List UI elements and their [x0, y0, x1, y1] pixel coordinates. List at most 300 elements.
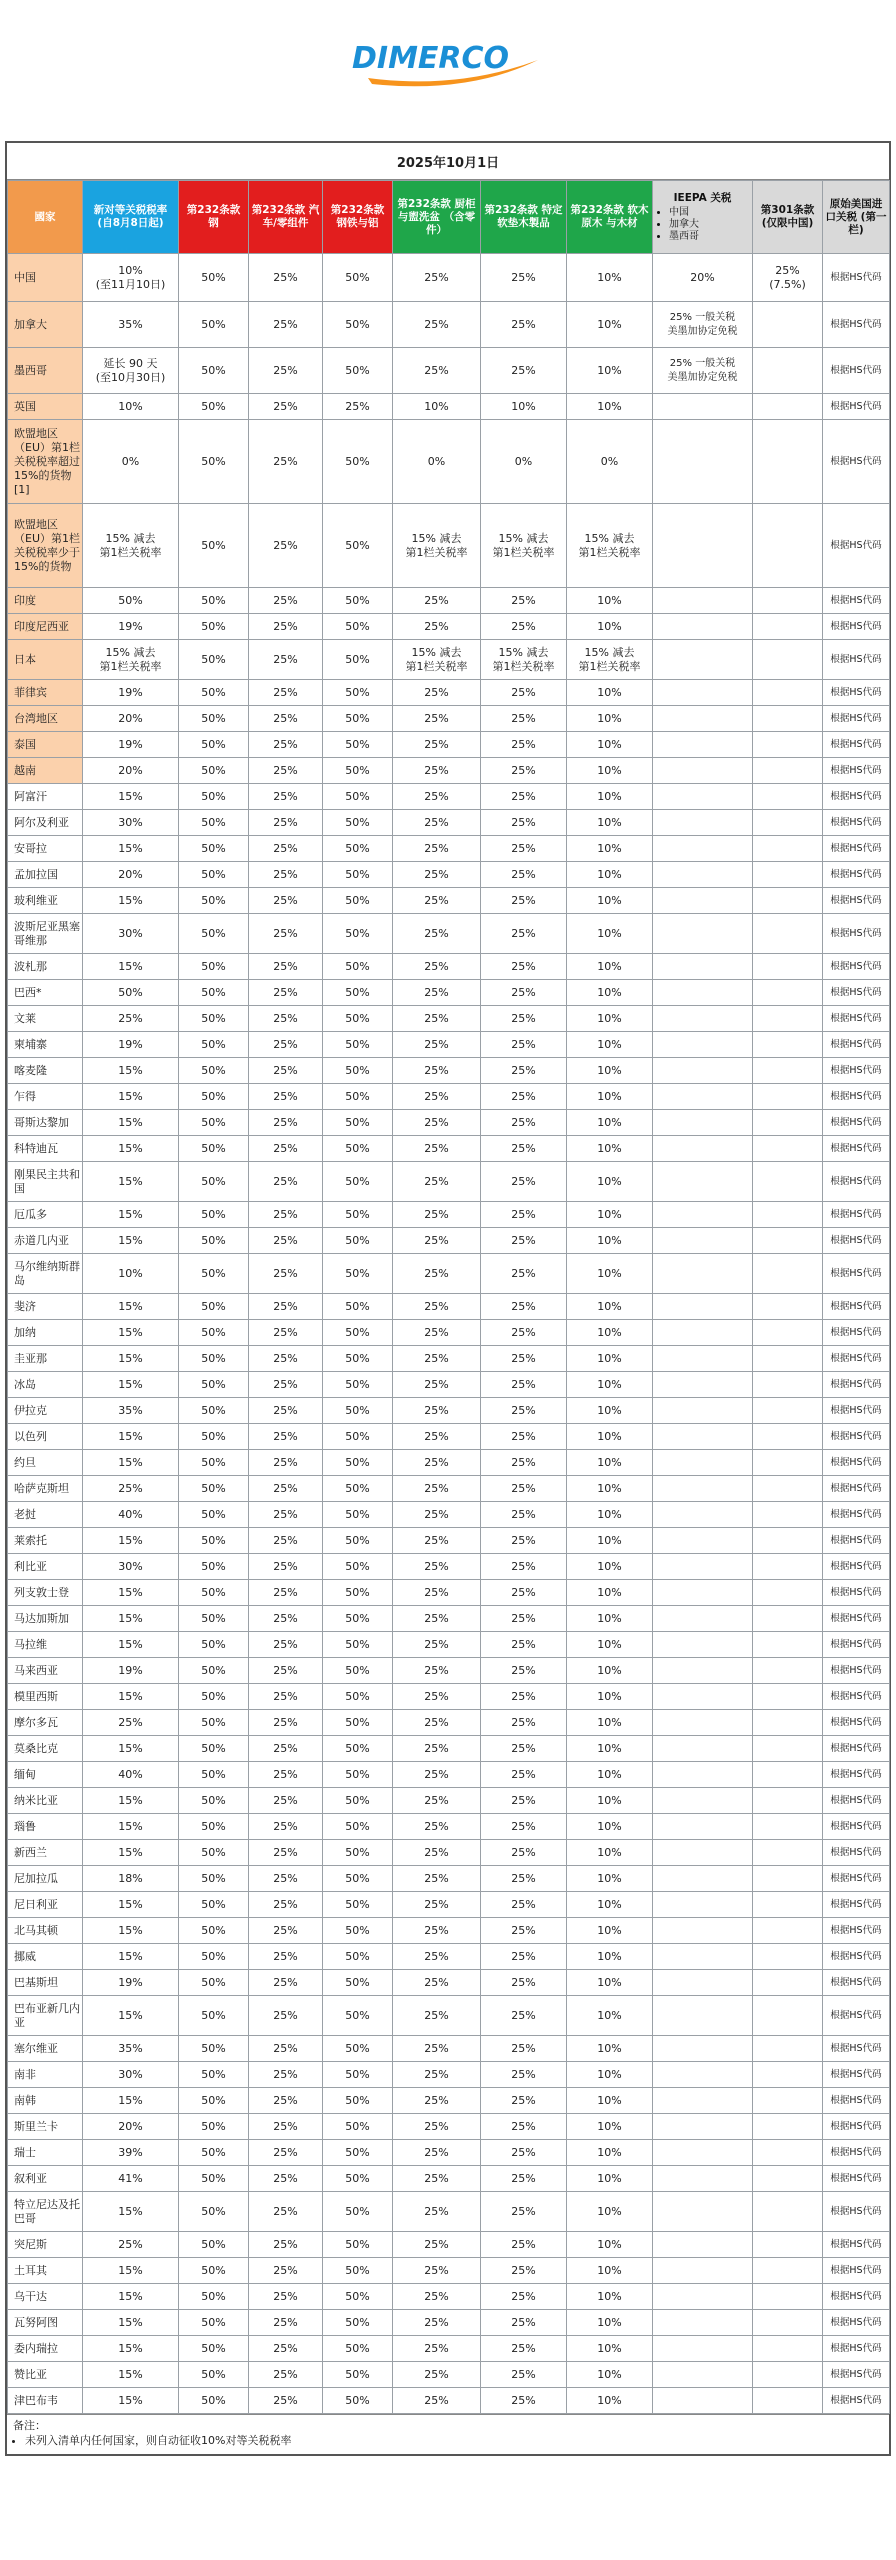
rate-cell: 50% — [179, 1502, 249, 1528]
rate-cell: 10% — [481, 394, 567, 420]
rate-cell — [753, 732, 823, 758]
rate-cell: 50% — [323, 1710, 393, 1736]
rate-cell: 25% — [393, 1110, 481, 1136]
rate-cell: 50% — [323, 1162, 393, 1202]
rate-cell: 10% — [567, 1202, 653, 1228]
country-cell: 巴西* — [8, 980, 83, 1006]
rate-cell: 50% — [179, 1254, 249, 1294]
rate-cell — [753, 1058, 823, 1084]
rate-cell — [653, 1202, 753, 1228]
rate-cell — [653, 2192, 753, 2232]
country-cell: 孟加拉国 — [8, 862, 83, 888]
rate-cell: 50% — [323, 2388, 393, 2414]
rate-cell: 25% — [249, 1162, 323, 1202]
rate-cell: 10% (至11月10日) — [83, 254, 179, 302]
rate-cell: 25% — [481, 1580, 567, 1606]
rate-cell: 根据HS代码 — [823, 1580, 890, 1606]
rate-cell: 10% — [567, 888, 653, 914]
rate-cell: 25% — [249, 2388, 323, 2414]
rate-cell: 25% — [481, 1866, 567, 1892]
rate-cell — [653, 1346, 753, 1372]
table-row — [8, 1736, 890, 1762]
rate-cell: 50% — [323, 706, 393, 732]
rate-cell — [653, 1944, 753, 1970]
rate-cell: 25% — [249, 1944, 323, 1970]
rate-cell: 25% — [249, 836, 323, 862]
rate-cell: 50% — [179, 680, 249, 706]
rate-cell: 50% — [179, 394, 249, 420]
header-section-301: 第301条款 (仅限中国) — [753, 181, 823, 254]
rate-cell — [753, 1892, 823, 1918]
rate-cell — [753, 1254, 823, 1294]
rate-cell: 15% — [83, 1110, 179, 1136]
rate-cell: 25% — [249, 504, 323, 588]
rate-cell — [653, 1632, 753, 1658]
rate-cell: 根据HS代码 — [823, 1058, 890, 1084]
rate-cell: 25% — [393, 1528, 481, 1554]
country-cell: 瑙鲁 — [8, 1814, 83, 1840]
rate-cell — [653, 914, 753, 954]
rate-cell: 25% — [393, 1814, 481, 1840]
rate-cell — [653, 680, 753, 706]
rate-cell: 25% — [393, 1320, 481, 1346]
country-cell: 列支敦士登 — [8, 1580, 83, 1606]
rate-cell: 10% — [567, 394, 653, 420]
rate-cell: 25% — [481, 1632, 567, 1658]
rate-cell: 根据HS代码 — [823, 1736, 890, 1762]
rate-cell: 50% — [323, 836, 393, 862]
rate-cell: 25% — [481, 2336, 567, 2362]
country-cell: 泰国 — [8, 732, 83, 758]
rate-cell: 根据HS代码 — [823, 1136, 890, 1162]
rate-cell: 50% — [323, 2140, 393, 2166]
rate-cell: 50% — [323, 1254, 393, 1294]
rate-cell — [653, 2062, 753, 2088]
rate-cell: 19% — [83, 614, 179, 640]
country-cell: 马来西亚 — [8, 1658, 83, 1684]
rate-cell: 50% — [179, 1058, 249, 1084]
rate-cell: 25% — [393, 302, 481, 348]
rate-cell — [653, 1254, 753, 1294]
rate-cell: 10% — [567, 1554, 653, 1580]
rate-cell: 50% — [179, 1684, 249, 1710]
rate-cell: 50% — [323, 954, 393, 980]
rate-cell: 25% — [393, 2114, 481, 2140]
rate-cell: 10% — [567, 1502, 653, 1528]
rate-cell — [653, 1136, 753, 1162]
country-cell: 利比亚 — [8, 1554, 83, 1580]
rate-cell: 50% — [323, 1606, 393, 1632]
header-auto: 第232条款 汽车/零组件 — [249, 181, 323, 254]
country-cell: 哥斯达黎加 — [8, 1110, 83, 1136]
header-base-rate: 新对等关税税率 (自8月8日起) — [83, 181, 179, 254]
rate-cell: 35% — [83, 302, 179, 348]
rate-cell: 25% — [249, 2036, 323, 2062]
rate-cell: 根据HS代码 — [823, 1684, 890, 1710]
rate-cell: 19% — [83, 1032, 179, 1058]
country-cell: 冰岛 — [8, 1372, 83, 1398]
rate-cell — [753, 1228, 823, 1254]
rate-cell: 根据HS代码 — [823, 2088, 890, 2114]
rate-cell: 25% — [249, 348, 323, 394]
rate-cell: 50% — [323, 1866, 393, 1892]
rate-cell: 根据HS代码 — [823, 1424, 890, 1450]
rate-cell — [753, 1502, 823, 1528]
rate-cell: 25% — [481, 980, 567, 1006]
table-row — [8, 1162, 890, 1202]
rate-cell: 10% — [567, 2140, 653, 2166]
country-cell: 新西兰 — [8, 1840, 83, 1866]
rate-cell — [653, 954, 753, 980]
rate-cell: 25% — [393, 348, 481, 394]
rate-cell: 15% — [83, 888, 179, 914]
rate-cell: 25% — [481, 1476, 567, 1502]
table-row — [8, 2192, 890, 2232]
country-cell: 北马其顿 — [8, 1918, 83, 1944]
rate-cell — [753, 302, 823, 348]
rate-cell: 根据HS代码 — [823, 2284, 890, 2310]
rate-cell: 25% — [481, 588, 567, 614]
rate-cell: 根据HS代码 — [823, 1006, 890, 1032]
rate-cell: 25% — [481, 302, 567, 348]
rate-cell: 根据HS代码 — [823, 862, 890, 888]
rate-cell: 15% — [83, 1162, 179, 1202]
table-row — [8, 2140, 890, 2166]
rate-cell: 25% — [249, 302, 323, 348]
sheet-title: 2025年10月1日 — [7, 143, 889, 180]
rate-cell: 50% — [179, 1762, 249, 1788]
header-ieepa-title: IEEPA 关税 — [673, 191, 732, 204]
rate-cell: 50% — [323, 1970, 393, 1996]
rate-cell: 15% — [83, 2336, 179, 2362]
rate-cell: 15% — [83, 1058, 179, 1084]
rate-cell: 10% — [567, 1996, 653, 2036]
rate-cell — [753, 1710, 823, 1736]
rate-cell: 25% — [393, 1162, 481, 1202]
rate-cell: 50% — [179, 1228, 249, 1254]
rate-cell: 25% — [393, 1580, 481, 1606]
rate-cell: 25% — [481, 1032, 567, 1058]
rate-cell — [653, 1580, 753, 1606]
rate-cell: 50% — [179, 1606, 249, 1632]
rate-cell: 50% — [179, 2336, 249, 2362]
rate-cell — [653, 2284, 753, 2310]
rate-cell: 25% — [481, 758, 567, 784]
rate-cell: 25% — [393, 1228, 481, 1254]
rate-cell: 20% — [653, 254, 753, 302]
rate-cell: 25% — [393, 980, 481, 1006]
table-row — [8, 1918, 890, 1944]
rate-cell — [753, 1632, 823, 1658]
header-cabinet: 第232条款 厨柜与盥洗盆 （含零件） — [393, 181, 481, 254]
rate-cell: 10% — [567, 1424, 653, 1450]
rate-cell: 25% — [249, 862, 323, 888]
rate-cell: 50% — [323, 2062, 393, 2088]
table-row — [8, 732, 890, 758]
rate-cell: 50% — [323, 2192, 393, 2232]
rate-cell: 50% — [323, 2088, 393, 2114]
rate-cell — [753, 1944, 823, 1970]
rate-cell: 25% — [249, 2258, 323, 2284]
rate-cell — [653, 862, 753, 888]
rate-cell: 10% — [567, 980, 653, 1006]
table-row — [8, 1528, 890, 1554]
rate-cell: 15% — [83, 2310, 179, 2336]
rate-cell — [753, 914, 823, 954]
rate-cell: 25% — [393, 2388, 481, 2414]
rate-cell: 25% — [393, 1032, 481, 1058]
table-row — [8, 254, 890, 302]
rate-cell: 50% — [323, 1110, 393, 1136]
rate-cell — [753, 1554, 823, 1580]
rate-cell — [653, 2166, 753, 2192]
country-cell: 赞比亚 — [8, 2362, 83, 2388]
rate-cell: 25% — [249, 2140, 323, 2166]
rate-cell: 25% — [393, 1632, 481, 1658]
table-row — [8, 2336, 890, 2362]
rate-cell: 根据HS代码 — [823, 1554, 890, 1580]
rate-cell: 50% — [323, 1372, 393, 1398]
rate-cell: 10% — [567, 2388, 653, 2414]
rate-cell: 25% — [481, 1320, 567, 1346]
rate-cell: 25% — [249, 2232, 323, 2258]
rate-cell: 50% — [323, 1502, 393, 1528]
rate-cell — [753, 836, 823, 862]
rate-cell: 50% — [179, 2388, 249, 2414]
rate-cell: 10% — [567, 2114, 653, 2140]
table-row — [8, 1202, 890, 1228]
table-row — [8, 1136, 890, 1162]
rate-cell — [753, 1580, 823, 1606]
country-cell: 玻利维亚 — [8, 888, 83, 914]
table-row — [8, 1084, 890, 1110]
country-cell: 安哥拉 — [8, 836, 83, 862]
rate-cell: 25% — [393, 954, 481, 980]
country-cell: 突尼斯 — [8, 2232, 83, 2258]
rate-cell — [653, 1710, 753, 1736]
rate-cell — [653, 1996, 753, 2036]
country-cell: 柬埔寨 — [8, 1032, 83, 1058]
header-original-duty: 原始美国进口关税 (第一栏) — [823, 181, 890, 254]
rate-cell — [653, 1814, 753, 1840]
rate-cell: 50% — [323, 810, 393, 836]
note-item: • 未列入清单内任何国家，则自动征收10%对等关税税率 — [25, 2433, 883, 2448]
rate-cell: 10% — [567, 1814, 653, 1840]
country-cell: 土耳其 — [8, 2258, 83, 2284]
rate-cell: 25% — [249, 980, 323, 1006]
rate-cell: 25% — [249, 1814, 323, 1840]
rate-cell: 50% — [323, 1554, 393, 1580]
rate-cell: 25% — [249, 1136, 323, 1162]
rate-cell: 根据HS代码 — [823, 254, 890, 302]
table-row — [8, 1320, 890, 1346]
rate-cell: 10% — [393, 394, 481, 420]
rate-cell: 30% — [83, 1554, 179, 1580]
rate-cell: 41% — [83, 2166, 179, 2192]
rate-cell: 50% — [179, 1424, 249, 1450]
rate-cell — [653, 394, 753, 420]
rate-cell: 50% — [323, 2258, 393, 2284]
rate-cell: 25% — [481, 2232, 567, 2258]
rate-cell: 根据HS代码 — [823, 1294, 890, 1320]
rate-cell: 50% — [179, 640, 249, 680]
rate-cell: 10% — [567, 810, 653, 836]
rate-cell: 25% — [83, 1476, 179, 1502]
rate-cell: 根据HS代码 — [823, 2362, 890, 2388]
rate-cell: 50% — [323, 348, 393, 394]
rate-cell: 15% — [83, 1684, 179, 1710]
rate-cell: 35% — [83, 2036, 179, 2062]
rate-cell — [753, 2232, 823, 2258]
rate-cell: 50% — [179, 1528, 249, 1554]
rate-cell: 根据HS代码 — [823, 1606, 890, 1632]
rate-cell: 10% — [567, 2284, 653, 2310]
rate-cell: 25% — [249, 1032, 323, 1058]
rate-cell: 25% — [481, 1528, 567, 1554]
rate-cell — [753, 1866, 823, 1892]
rate-cell: 根据HS代码 — [823, 504, 890, 588]
country-cell: 马尔维纳斯群岛 — [8, 1254, 83, 1294]
header-steel: 第232条款 钢 — [179, 181, 249, 254]
rate-cell: 10% — [567, 1632, 653, 1658]
rate-cell: 10% — [567, 1058, 653, 1084]
rate-cell: 50% — [323, 862, 393, 888]
rate-cell — [653, 1918, 753, 1944]
rate-cell: 10% — [567, 1658, 653, 1684]
rate-cell: 25% — [249, 1788, 323, 1814]
rate-cell: 10% — [567, 1476, 653, 1502]
rate-cell: 根据HS代码 — [823, 1866, 890, 1892]
rate-cell: 50% — [179, 980, 249, 1006]
country-cell: 叙利亚 — [8, 2166, 83, 2192]
rate-cell: 10% — [567, 1684, 653, 1710]
rate-cell: 50% — [323, 1058, 393, 1084]
rate-cell: 50% — [179, 1996, 249, 2036]
rate-cell: 10% — [567, 1866, 653, 1892]
rate-cell: 25% — [393, 2232, 481, 2258]
rate-cell: 根据HS代码 — [823, 1892, 890, 1918]
rate-cell — [753, 1762, 823, 1788]
rate-cell: 10% — [567, 914, 653, 954]
rate-cell — [753, 1424, 823, 1450]
rate-cell: 10% — [567, 1970, 653, 1996]
rate-cell: 根据HS代码 — [823, 2192, 890, 2232]
rate-cell: 25% — [393, 2166, 481, 2192]
rate-cell: 15% 减去 第1栏关税率 — [83, 504, 179, 588]
table-row — [8, 1450, 890, 1476]
rate-cell: 25% — [249, 1476, 323, 1502]
rate-cell — [653, 784, 753, 810]
table-row — [8, 1606, 890, 1632]
rate-cell — [653, 1424, 753, 1450]
rate-cell: 10% — [567, 1580, 653, 1606]
rate-cell: 19% — [83, 732, 179, 758]
rate-cell: 50% — [323, 1892, 393, 1918]
table-row — [8, 758, 890, 784]
rate-cell: 根据HS代码 — [823, 1202, 890, 1228]
tariff-table — [7, 180, 890, 2414]
rate-cell: 10% — [567, 1918, 653, 1944]
rate-cell: 25% — [481, 1136, 567, 1162]
table-row — [8, 504, 890, 588]
rate-cell: 10% — [567, 1320, 653, 1346]
rate-cell: 15% — [83, 1840, 179, 1866]
rate-cell: 39% — [83, 2140, 179, 2166]
rate-cell — [753, 2192, 823, 2232]
rate-cell: 10% — [567, 1136, 653, 1162]
table-row — [8, 1814, 890, 1840]
rate-cell: 15% — [83, 2362, 179, 2388]
rate-cell: 50% — [179, 954, 249, 980]
rate-cell — [653, 2088, 753, 2114]
rate-cell — [753, 504, 823, 588]
table-row — [8, 1970, 890, 1996]
rate-cell: 根据HS代码 — [823, 1840, 890, 1866]
rate-cell: 15% 减去 第1栏关税率 — [567, 504, 653, 588]
rate-cell — [653, 2232, 753, 2258]
rate-cell: 25% — [393, 1476, 481, 1502]
country-cell: 纳米比亚 — [8, 1788, 83, 1814]
rate-cell: 25% — [393, 1372, 481, 1398]
rate-cell: 25% — [393, 1684, 481, 1710]
logo-area — [0, 0, 896, 140]
rate-cell: 10% — [567, 2062, 653, 2088]
rate-cell — [653, 1398, 753, 1424]
rate-cell: 25% — [249, 1710, 323, 1736]
rate-cell — [653, 2114, 753, 2140]
rate-cell: 50% — [323, 2232, 393, 2258]
rate-cell: 50% — [323, 1996, 393, 2036]
rate-cell: 15% — [83, 1918, 179, 1944]
rate-cell — [753, 1346, 823, 1372]
rate-cell: 50% — [323, 1684, 393, 1710]
table-row — [8, 680, 890, 706]
rate-cell: 根据HS代码 — [823, 614, 890, 640]
rate-cell: 0% — [83, 420, 179, 504]
country-cell: 以色列 — [8, 1424, 83, 1450]
country-cell: 伊拉克 — [8, 1398, 83, 1424]
country-cell: 塞尔维亚 — [8, 2036, 83, 2062]
rate-cell: 50% — [179, 2140, 249, 2166]
rate-cell: 50% — [179, 302, 249, 348]
table-row — [8, 1580, 890, 1606]
rate-cell — [753, 2166, 823, 2192]
rate-cell: 25% — [393, 2192, 481, 2232]
rate-cell: 25% — [481, 680, 567, 706]
rate-cell: 50% — [179, 1918, 249, 1944]
rate-cell: 25% — [249, 1110, 323, 1136]
rate-cell: 15% 减去 第1栏关税率 — [567, 640, 653, 680]
rate-cell: 50% — [179, 1970, 249, 1996]
rate-cell: 25% — [249, 1762, 323, 1788]
rate-cell: 50% — [323, 254, 393, 302]
rate-cell: 25% — [249, 640, 323, 680]
rate-cell: 25% — [249, 1918, 323, 1944]
rate-cell — [753, 1736, 823, 1762]
country-cell: 欧盟地区（EU）第1栏关税税率少于15%的货物 — [8, 504, 83, 588]
rate-cell: 50% — [179, 2310, 249, 2336]
country-cell: 赤道几内亚 — [8, 1228, 83, 1254]
rate-cell: 25% — [249, 1254, 323, 1294]
rate-cell: 50% — [179, 1788, 249, 1814]
rate-cell: 10% — [567, 1084, 653, 1110]
rate-cell: 25% — [481, 2140, 567, 2166]
rate-cell: 25% — [481, 1710, 567, 1736]
rate-cell — [653, 1892, 753, 1918]
rate-cell — [753, 1372, 823, 1398]
rate-cell — [653, 810, 753, 836]
rate-cell: 50% — [323, 758, 393, 784]
